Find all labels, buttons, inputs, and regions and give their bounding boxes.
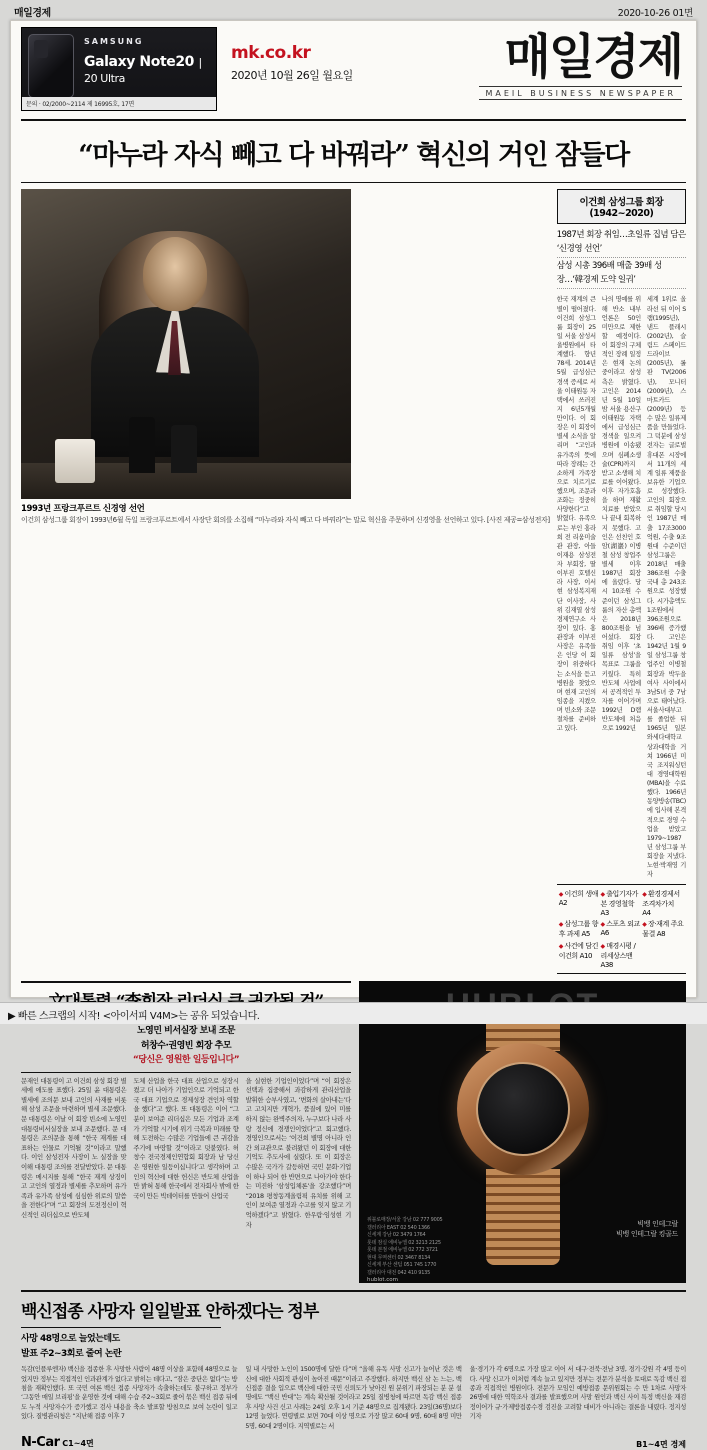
index-item-5[interactable]: ◆ 장·재계 주요 물결 A8 [642, 918, 684, 940]
lead-column-1: 한국 재계의 큰 별이 떨어졌다. 이건희 삼성그룹 회장이 25일 서울 삼성서울병원에서 타계했다. 향년 78세. 2014년 5월 급성심근경색 증세로 서울 이태원동 자택에서 쓰러진 지 6년5개월 만이다. 이 회장은 이 회장이 별세 소식을 알리며 “고인과 유가족의 뜻에 따라 장례는 간소하게 가족장으로 치르기로 했으며, 조문과 조화는 정중히 사양한다”고 밝혔다. 유족으로는 부인 홍라희 전 리움미술관 관장, 아들 이재용 삼성전자 부회장, 딸 이부진 호텔신라 사장, 이서현 삼성복지재단 이사장, 사위 김재열 삼성경제연구소 사장이 있다. 홍 관장과 이부진 사장은 유족들은 인당 이 회장이 위중하다는 소식을 듣고 병원을 찾았으며 현재 고인의 임종을 지켰으며 빈소와 조문 절차를 준비하고 있다. [556, 296, 596, 733]
vaccine-headline: 백신접종 사망자 일일발표 안하겠다는 정부 [21, 1302, 319, 1323]
index-item-0[interactable]: ◆ 이건희 생애 A2 [559, 888, 601, 918]
index-item-1[interactable]: ◆ 출입기자가 본 경영철학 A3 [600, 888, 642, 918]
ad-title-variant: | 20 Ultra [84, 56, 202, 85]
main-headline: “마누라 자식 빼고 다 바꿔라” 혁신의 거인 잠들다 [78, 140, 629, 171]
watch-product-caption [616, 1219, 678, 1239]
website-url[interactable]: mk.co.kr [231, 43, 311, 63]
lead-body-columns [557, 295, 686, 879]
microphone-icon-2 [171, 425, 197, 473]
watch-product-line: 빅뱅 인테그랄 킹골드 [615, 1230, 678, 1239]
masthead-logo [387, 27, 686, 100]
ad-brand-label: SAMSUNG [84, 37, 144, 46]
cup-icon [55, 439, 95, 483]
watch-strap-bottom [486, 1169, 560, 1265]
president-article [21, 981, 351, 1283]
masthead [21, 27, 686, 115]
logo-english: MAEIL BUSINESS NEWSPAPER [479, 86, 682, 100]
photo-caption: 1993년 프랑크푸르트 신경영 선언 [21, 504, 145, 514]
watch-case [457, 1043, 589, 1175]
index-item-7[interactable]: ◆ 매경시평 / 리세상스맨 A38 [600, 940, 642, 970]
vaccine-body-columns [21, 1365, 686, 1431]
lead-photo-block [21, 189, 550, 974]
watch-website[interactable]: hublot.com [367, 1277, 399, 1284]
section-ncar-pages: C1~4면 [62, 1439, 94, 1449]
president-subhead-1: 노영민 비서실장 보내 조문 [136, 1026, 236, 1037]
profile-box-title: 이건희 삼성그룹 회장 (1942~2020) [557, 189, 686, 224]
samsung-banner-ad[interactable] [21, 27, 217, 111]
vaccine-subheads [21, 1327, 221, 1365]
watch-store-contacts: 위블로매장/서울 강남 02 777 9005 갤러리아 EAST 02 540 1366 신세계 강남 02 3479 1764 롯데 잠실 에비뉴엘 02 3213 2125 롯데 본점 에비뉴엘 02 772 3721 현대 무역센터 02 3467 8134 신세계 부산 센텀 051 745 1770 갤러리아 대전 042 410 9135 [367, 1217, 443, 1276]
profile-bullets [557, 229, 686, 289]
edition-date: 2020-10-26 01면 [617, 7, 693, 19]
phone-icon [28, 34, 74, 98]
vaccine-column-1: 독감(인플루엔자) 백신을 접종한 후 사망한 사람이 48명 이상을 포함해 48명으로 늘었지만 정부는 직접적인 인과관계가 없다고 밝히는 데다고, “잠은 중단은 없다”는 방침을 재확인했다. 또 국민 여론 백신 접종 사망자가 속출하는데도 불구하고 정부가 ‘그동안 매일 브리핑’을 운영한 것에 대해 수습 주2~3회로 줄어 묶은 백신 접종 뒤에도 누적 사망자수가 증가했고 검사 내용을 축소 발표할 방침으로 보여 논란이 일고 있다. 질병관리청은 “지난해 접종 이후 7 [21, 1366, 238, 1421]
vaccine-column-3: 울·경기가 각 6명으로 가장 많고 이어 서 대구·전북·전남 3명, 경기·강원 각 4명 등이다. 사망 신고가 이처럼 계속 늘고 있지만 정부는 전문가 분석을 토대로 독감 백신 접종과 직접적인 병원이다. 전문가 모임인 예방접종 문위원회는 수 만 1차로 사망자 26명에 대한 역학조사 결과를 발표했으며 사망 원인과 백신 사이 특정 백신을 재검 정이어가 규·가제방접종수경 검진을 고려할 대비가 아니라는 결론을 내렸다. 정지성 기자 [469, 1366, 686, 1421]
ad-footnote: 문의 · 02/2000~2114 제 16995호, 17면 [22, 97, 216, 110]
lead-column-3: 세계 1위로 올라선 뒤 이어 S램(1995년), 낸드 플래시(2002년), 슬림드 스페이드드라이브(2005년), 롤판 TV(2006년), 모니터(2009년), 스마트카드(2009년) 등 수 많은 일류제품을 만들었다. 그 덕분에 삼성전자는 글로벌 휴대폰 시장에서 11개의 세계 일류 제품을 보유한 기업으로 성장했다. 고인의 회장으로 취임할 당시인 1987년 매출 17조3000억원, 수출 9조원대 수준이던 삼성그룹은 2018년 매출 386조원 수출 국내 총 243조원으로 성장했다. 시가총액도 1조원에서 396조원으로 396배 증가했다. 고인은 1942년 1월 9일 삼성그룹 창업주인 이병철 회장과 박두을 여사 사이에서 3남5녀 중 7남으로 태어났다. 서울사대부고를 졸업한 뒤 1965년 일본 와세다대학교 상과대학을 거쳐 1966년 미국 조지워싱턴대 경영대학원(MBA)을 수료했다. 1966년 동양방송(TBC)에 입사해 본격적으로 경영 수업을 받았고 1979~1987년 삼성그룹 부회장을 지냈다. 노현·박재영 기자 [646, 296, 686, 879]
lead-column-2: 나의 명예를 위해 반소 내부 언론은 50인 미만으로 제한할 예정이다. 이 회장의 구체적인 장례 일정은 현재 논의 중이라고 삼성 측은 밝혔다. 고인은 2014년 5월 10일 밤 서울 용산구 이태원동 자택에서 급성심근경색을 일으켜 병원에 이송됐으며 심폐소생술(CPR)까지 받고 소생해 치료를 이어왔다. 이후 자가호흡을 하며 재활 치료를 받았으나 끝내 회복하지 못했다. 고인은 선친인 호암(湖巖) 이병철 삼성 창업주 별세 이후 1987년 회장에 올랐다. 당시 10조원 수준이던 삼성그룹의 자산 총액은 2018년 800조원을 넘어섰다. 회장 취임 이후 ‘초일류 삼성’을 목표로 그룹을 키웠다. 특히 반도체 사업에서 공격적인 투자를 이어가며 1992년 D램 반도체에 처음으로 1992년 [601, 296, 641, 733]
vaccine-subhead-1: 사망 48명으로 늘었는데도 [21, 1334, 120, 1345]
vaccine-column-2: 일 내 사망한 노인이 1500명에 달한 다”며 “올해 유독 사망 신고가 늘어난 것은 백신에 대한 사회적 관심이 높아진 때문”이라고 주장했다. 하지만 백신 삼 논 느는, 백신접종 결을 입으로 백신에 대한 국민 신뢰도가 낮아진 원 분위기 파장되는 분 분 설명에도 “백신 반대”는 계속 확산될 것이라고 25일 질병청에 따르면 독감 백신 접종 후 사망 사건 신고 사례는 24일 오후 1시 기준 48명으로 집계됐다. 23일(36명)보다 12명 늘었다. 연령별로 보면 70대 이상 명으로 가장 많고 60대 9명, 60대 8명 미만 5명, 60대 2명이다. 지역별로는 서 [245, 1366, 462, 1430]
section-economy-pages: B1~4면 [636, 1440, 668, 1450]
index-item-3[interactable]: ◆ 삼성그룹 향후 과제 A5 [559, 918, 601, 940]
president-subhead-3: “당신은 영원한 일등입니다” [132, 1055, 240, 1066]
issue-date: 2020년 10월 26일 월요일 [231, 69, 353, 82]
president-subhead-2: 허창수·권영빈 회장 추모 [140, 1040, 232, 1051]
related-index-bar [557, 884, 686, 974]
viewer-topbar [10, 0, 697, 20]
section-ncar-label: N-Car [21, 1435, 60, 1450]
lead-article [557, 189, 686, 974]
section-economy[interactable] [636, 1439, 686, 1450]
microphone-icon [129, 417, 155, 473]
divider-headline [21, 182, 686, 183]
photo-head [143, 237, 207, 311]
publication-name: 매일경제 [14, 8, 51, 19]
photo-credit: 이건희 삼성그룹 회장이 1993년6월 독일 프랑크푸르트에서 사장단 회의를 소집해 “마누라와 자식 빼고 다 바꿔라”는 말로 혁신을 주문하며 신경영을 선언하고 있다. [사진 제공=삼성전자] [21, 516, 550, 524]
masthead-meta [217, 27, 387, 83]
section-economy-label: 경제 [670, 1440, 686, 1450]
lead-photo [21, 189, 351, 499]
index-item-6[interactable]: ◆ 사건에 담긴 이건희 A10 [559, 940, 601, 970]
index-item-4[interactable]: ◆ 스포츠 외교 A6 [600, 918, 642, 940]
section-ncar[interactable] [21, 1435, 94, 1450]
profile-bullet-1: 1987년 회장 취임…초일류 집념 담은 ‘신경영 선언’ [557, 229, 686, 258]
vaccine-subhead-2: 발표 주2~3회로 줄여 논란 [21, 1348, 122, 1359]
logo-korean: 매일경제 [504, 29, 682, 85]
index-item-2[interactable]: ◆ 환경경제서 조격차가치 A4 [642, 888, 684, 918]
watch-product-name: 빅뱅 인테그랄 [637, 1220, 678, 1229]
lead-section [21, 189, 686, 974]
hublot-watch-ad[interactable] [359, 981, 686, 1283]
middle-section [21, 981, 686, 1283]
president-column-1: 문재인 대통령이 고 이건희 삼성 회장 별세에 애도를 표했다. 25일 윤 대통령은 별세에 조의문 보내 고인의 사재를 비롯해 삼성 조문을 마련하며 별세 조문했다. 문 대통령은 이날 이 회장 빈소에 노영민 대통령비서실장을 보내 조문했다. 문 대통령은 조의문을 통해 “한국 재계를 대표하는 인물로 기억될 것”이라고 말했다. 이인 삼성전자 사장이 노 실장을 맞이해 대통령 조의를 전달받았다. 문 대통령은 메시지를 통해 “한국 재계 상징이고 고인의 열정과 별세를 추모하며 유가족과 유가족 삼성에 심심한 위로의 말씀을 전한다”며 “고 회장의 도전정신이 혁신적인 리더십으로 반도체 [21, 1076, 127, 1220]
watch-face [476, 1062, 570, 1156]
ad-title: Galaxy Note20 | 20 Ultra [84, 54, 202, 85]
president-column-2: 도체 산업을 한국 대표 산업으로 성장시켰고 더 나아가 기업인으로 기억되고 한국 대표 기업으로 경제성장 견인차 역할을 했다”고 했다. 또 대통령은 이어 “그분이 보여준 리더십은 모든 기업과 조계가 기억할 시기에 위기 극복과 미래를 향해 도전하는 수많은 기업들에 큰 귀감을 주기에 마땅할 것”이라고 덧붙였다. 허창수 전국경제인연합회 회장과 남 당신은 영원한 일등이십니다’고 생각하며 고인의 혁신에 대한 헌신은 반도체 산업을 만 밝혀 통해 한국에서 전자회사 밖에 한국이 만든 빅데이터를 만들어 산업국 [133, 1076, 239, 1200]
president-column-3: 을 실현한 기업인이었다”며 “이 회장은 선택과 집중해서 과감하게 관리산업을 발휘한 승부사였고, ‘변화의 살아내는’다고 고치지만 개혁가, 품질에 있어 미를 하지 않는 완벽주의자, 누구보다 나라 사랑 정신에 경쟁인이었다”고 회고했다. 경영인으로서는 ‘이건희 별명 아니라 인간 외교관으로 불려왔던 이 회장에 대한 기억도 추도사에 실렸다. 또 이 회장은 수많은 국가가 갈등하면 국민 문화·기업이 하나 되어 한 반면으로 나아가야 한다는 미진하 ‘삼성입체론’을 강조했다”며 “2018 평창동계올림픽 유치를 위해 고인이 보여준 열정과 수고를 잊지 않고 기억하겠다”고 밝혔다. 한우람·임성현 기자 [245, 1076, 351, 1229]
section-markers [21, 1435, 686, 1450]
profile-bullet-2: 삼성 시총 396배 매출 39배 성장…‘韓경제 도약 일궈’ [557, 260, 686, 289]
president-body-columns [21, 1072, 351, 1231]
footer-notice: ▶ 빠른 스크랩의 시작! <아이서피 V4M>는 공유 되었습니다. [0, 1002, 707, 1024]
president-subheads [21, 1019, 351, 1071]
bottom-section [21, 1290, 686, 1450]
